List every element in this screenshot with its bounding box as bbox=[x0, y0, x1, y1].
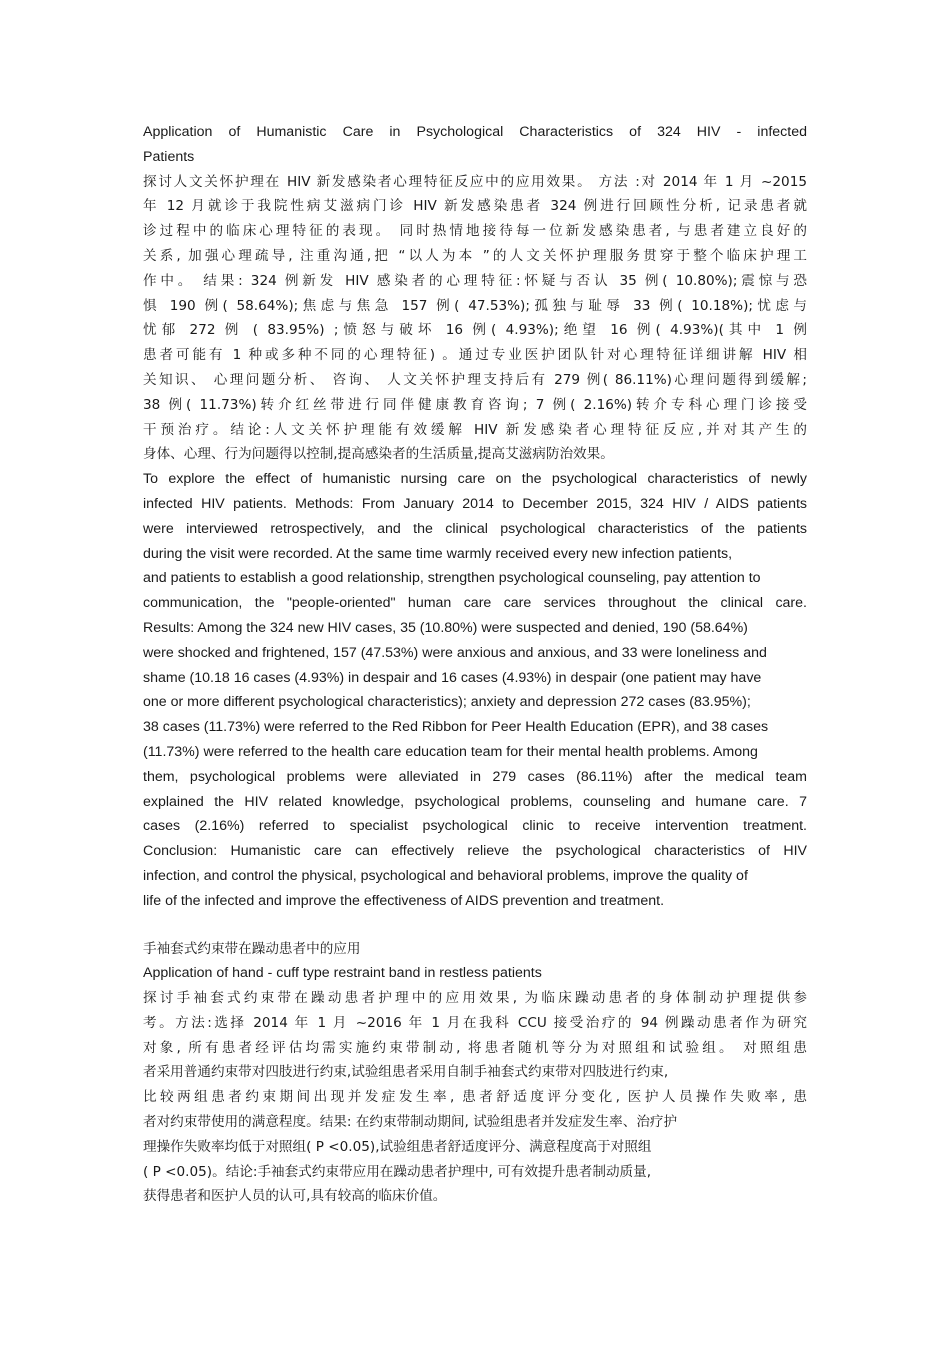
abstract-line: 关知识、 心理问题分析、 咨询、 人文关怀护理支持后有 279 例( 86.11%)心理问题得到缓解; bbox=[143, 371, 807, 388]
abstract-line: 作中。 结果: 324 例新发 HIV 感染者的心理特征:怀疑与否认 35 例( 10.80%);震惊与恐 bbox=[143, 272, 807, 289]
abstract-line: 诊过程中的临床心理特征的表现。 同时热情地接待每一位新发感染患者, 与患者建立良好的 bbox=[143, 223, 807, 240]
abstract-line: explained the HIV related knowledge, psychological problems, counseling and humane care. 7 bbox=[143, 793, 807, 810]
article-1-english-abstract bbox=[143, 467, 807, 913]
abstract-line: 关系, 加强心理疏导, 注重沟通,把 “以人为本 ”的人文关怀护理服务贯穿于整个临床护理工 bbox=[143, 247, 807, 264]
article-1-english-title bbox=[143, 120, 807, 170]
abstract-line: 身体、心理、行为问题得以控制,提高感染者的生活质量,提高艾滋病防治效果。 bbox=[143, 446, 614, 463]
abstract-line: 比较两组患者约束期间出现并发症发生率, 患者舒适度评分变化, 医护人员操作失败率, 患 bbox=[143, 1089, 807, 1106]
article-2 bbox=[143, 937, 807, 1210]
abstract-line: and patients to establish a good relationship, strengthen psychological counseling, pay attention to bbox=[143, 570, 761, 587]
abstract-line: them, psychological problems were alleviated in 279 cases (86.11%) after the medical team bbox=[143, 768, 807, 785]
document-page bbox=[143, 120, 807, 1209]
abstract-line: infection, and control the physical, psychological and behavioral problems, improve the quality of bbox=[143, 867, 748, 884]
abstract-line: 获得患者和医护人员的认可,具有较高的临床价值。 bbox=[143, 1188, 447, 1205]
abstract-line: (11.73%) were referred to the health care education team for their mental health problems. Among bbox=[143, 743, 758, 760]
abstract-line: communication, the "people-oriented" human care care services throughout the clinical care. bbox=[143, 595, 807, 612]
article-1 bbox=[143, 120, 807, 914]
section-gap bbox=[143, 914, 807, 937]
abstract-line: 惧 190 例( 58.64%);焦虑与焦急 157 例( 47.53%);孤独与耻辱 33 例( 10.18%);忧虑与 bbox=[143, 297, 807, 314]
abstract-line: 年 12 月就诊于我院性病艾滋病门诊 HIV 新发感染患者 324 例进行回顾性分析, 记录患者就 bbox=[143, 198, 807, 215]
abstract-line: ( P <0.05)。结论:手袖套式约束带应用在躁动患者护理中, 可有效提升患者制动质量, bbox=[143, 1163, 652, 1180]
abstract-line: 考。方法:选择 2014 年 1 月 ~2016 年 1 月在我科 CCU 接受治疗的 94 例躁动患者作为研究 bbox=[143, 1014, 807, 1031]
abstract-line: 对象, 所有患者经评估均需实施约束带制动, 将患者随机等分为对照组和试验组。 对照组患 bbox=[143, 1039, 807, 1056]
abstract-line: Conclusion: Humanistic care can effectively relieve the psychological characteristics of HIV bbox=[143, 843, 807, 860]
abstract-line: 理操作失败率均低于对照组( P <0.05),试验组患者舒适度评分、满意程度高于对照组 bbox=[143, 1138, 652, 1155]
abstract-line: life of the infected and improve the effectiveness of AIDS prevention and treatment. bbox=[143, 892, 665, 909]
abstract-line: cases (2.16%) referred to specialist psychological clinic to receive intervention treatment. bbox=[143, 818, 807, 835]
abstract-line: 探讨人文关怀护理在 HIV 新发感染者心理特征反应中的应用效果。 方法 :对 2014 年 1 月 ~2015 bbox=[143, 173, 807, 190]
abstract-line: Results: Among the 324 new HIV cases, 35 (10.80%) were suspected and denied, 190 (58.64%) bbox=[143, 619, 748, 636]
article-2-chinese-abstract bbox=[143, 986, 807, 1209]
abstract-line: during the visit were recorded. At the same time warmly received every new infection patients, bbox=[143, 545, 733, 562]
article-1-chinese-abstract bbox=[143, 170, 807, 468]
abstract-line: 者采用普通约束带对四肢进行约束,试验组患者采用自制手袖套式约束带对四肢进行约束, bbox=[143, 1064, 669, 1081]
abstract-line: 38 cases (11.73%) were referred to the Red Ribbon for Peer Health Education (EPR), and 38 cases bbox=[143, 719, 769, 736]
abstract-line: one or more different psychological characteristics); anxiety and depression 272 cases (83.95%); bbox=[143, 694, 751, 711]
abstract-line: were shocked and frightened, 157 (47.53%) were anxious and anxious, and 33 were loneliness and bbox=[143, 644, 767, 661]
abstract-line: infected HIV patients. Methods: From January 2014 to December 2015, 324 HIV / AIDS patients bbox=[143, 495, 807, 512]
abstract-line: 患者可能有 1 种或多种不同的心理特征) 。通过专业医护团队针对心理特征详细讲解 HIV 相 bbox=[143, 347, 807, 364]
abstract-line: were interviewed retrospectively, and the clinical psychological characteristics of the patients bbox=[143, 520, 807, 537]
abstract-line: To explore the effect of humanistic nursing care on the psychological characteristics of newly bbox=[143, 471, 807, 488]
abstract-line: shame (10.18 16 cases (4.93%) in despair and 16 cases (4.93%) in despair (one patient may have bbox=[143, 669, 762, 686]
abstract-line: 干预治疗。结论:人文关怀护理能有效缓解 HIV 新发感染者心理特征反应,并对其产生的 bbox=[143, 421, 807, 438]
title-line: Application of Humanistic Care in Psychological Characteristics of 324 HIV - infected bbox=[143, 124, 807, 140]
title-line: Patients bbox=[143, 148, 195, 165]
abstract-line: 38 例( 11.73%)转介红丝带进行同伴健康教育咨询; 7 例( 2.16%)转介专科心理门诊接受 bbox=[143, 396, 807, 413]
article-2-english-title: Application of hand - cuff type restraint band in restless patients bbox=[143, 965, 542, 982]
abstract-line: 者对约束带使用的满意程度。结果: 在约束带制动期间, 试验组患者并发症发生率、治疗护 bbox=[143, 1114, 678, 1131]
article-2-chinese-title: 手袖套式约束带在躁动患者中的应用 bbox=[143, 940, 361, 957]
abstract-line: 忧郁 272 例 ( 83.95%) ;愤怒与破坏 16 例( 4.93%);绝望 16 例( 4.93%)(其中 1 例 bbox=[143, 322, 807, 339]
abstract-line: 探讨手袖套式约束带在躁动患者护理中的应用效果, 为临床躁动患者的身体制动护理提供参 bbox=[143, 990, 807, 1007]
